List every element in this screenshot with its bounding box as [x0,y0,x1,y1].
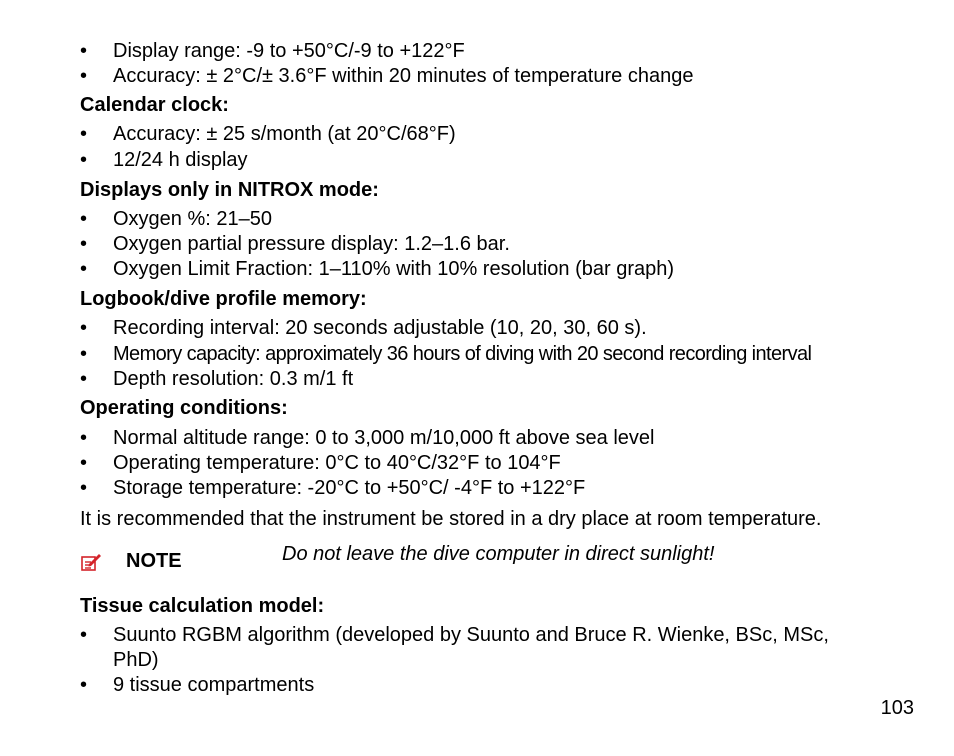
bullet: • [80,208,88,230]
bullet: • [80,427,88,449]
bullet: • [80,123,88,145]
bullet: • [80,258,88,280]
list-item: Storage temperature: -20°C to +50°C/ -4°F to +122°F [113,477,586,499]
list-item: Depth resolution: 0.3 m/1 ft [113,368,354,390]
list-item: Oxygen partial pressure display: 1.2–1.6 bar. [113,233,510,255]
list-item: Memory capacity: approximately 36 hours of diving with 20 second recording interval [113,343,812,365]
list-item: Normal altitude range: 0 to 3,000 m/10,000 ft above sea level [113,427,655,449]
list-item-continuation: PhD) [113,649,159,671]
list-item: Oxygen %: 21–50 [113,208,272,230]
list-item: Accuracy: ± 25 s/month (at 20°C/68°F) [113,123,456,145]
bullet: • [80,233,88,255]
section-heading: Displays only in NITROX mode: [80,179,379,201]
bullet: • [80,368,88,390]
section-heading: Operating conditions: [80,397,288,419]
section-heading: Logbook/dive profile memory: [80,288,367,310]
bullet: • [80,477,88,499]
list-item: Accuracy: ± 2°C/± 3.6°F within 20 minutes of temperature change [113,65,694,87]
list-item: Display range: -9 to +50°C/-9 to +122°F [113,40,465,62]
list-item: Operating temperature: 0°C to 40°C/32°F to 104°F [113,452,561,474]
bullet: • [80,65,88,87]
note-pencil-icon [80,551,102,573]
bullet: • [80,317,88,339]
list-item: 12/24 h display [113,149,248,171]
page-number: 103 [880,697,914,719]
section-heading: Tissue calculation model: [80,595,325,617]
bullet: • [80,149,88,171]
bullet: • [80,674,88,696]
list-item: Recording interval: 20 seconds adjustable (10, 20, 30, 60 s). [113,317,647,339]
note-text: Do not leave the dive computer in direct sunlight! [282,543,715,565]
bullet: • [80,624,88,646]
list-item: Suunto RGBM algorithm (developed by Suunto and Bruce R. Wienke, BSc, MSc, [113,624,829,646]
list-item: 9 tissue compartments [113,674,315,696]
bullet: • [80,452,88,474]
section-heading: Calendar clock: [80,94,229,116]
list-item: Oxygen Limit Fraction: 1–110% with 10% resolution (bar graph) [113,258,675,280]
bullet: • [80,40,88,62]
note-label: NOTE [126,550,182,572]
bullet: • [80,343,88,365]
storage-paragraph: It is recommended that the instrument be stored in a dry place at room temperature. [80,508,822,530]
